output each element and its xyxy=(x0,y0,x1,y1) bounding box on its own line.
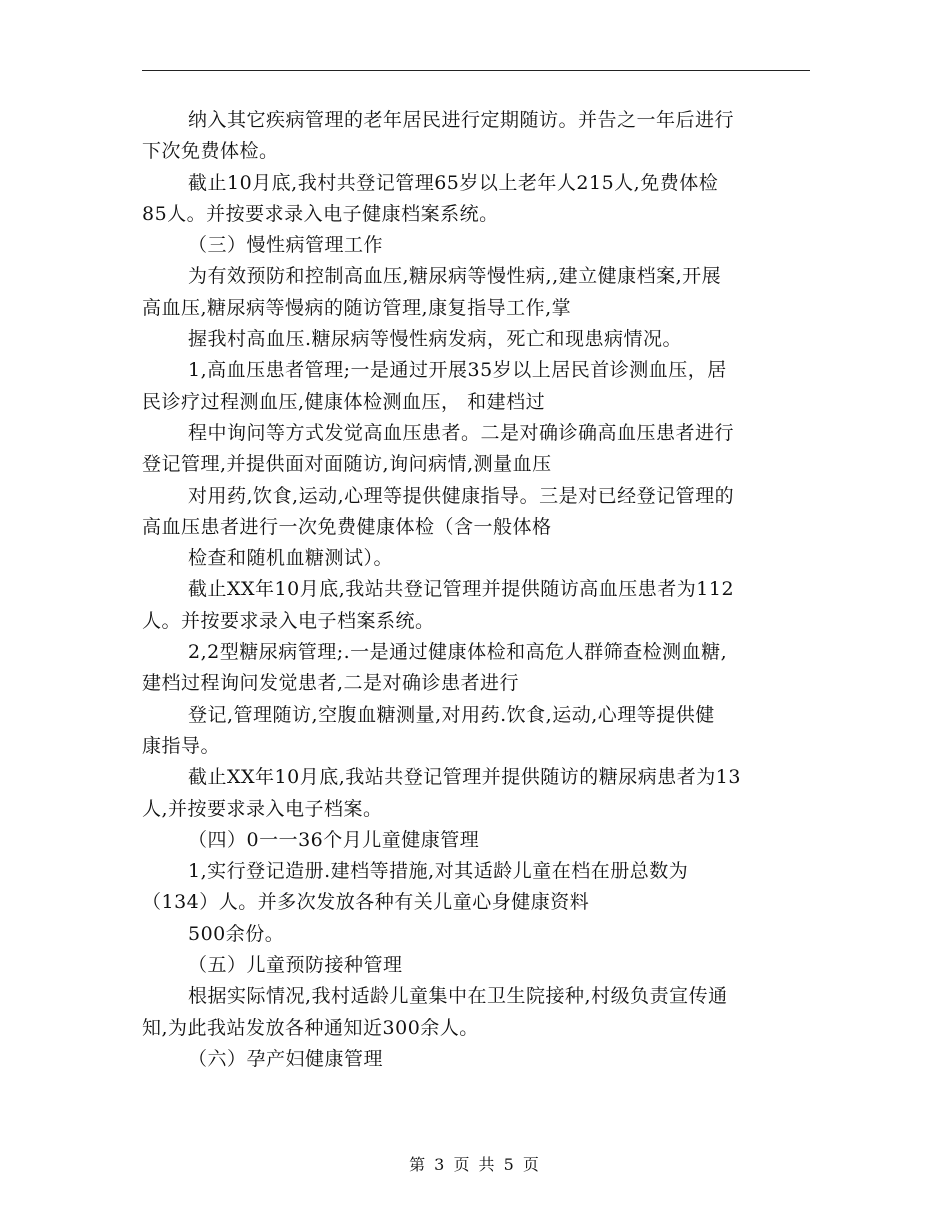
page-body xyxy=(142,105,810,1075)
text-line: 握我村高血压.糖尿病等慢性病发病，死亡和现患病情况。 xyxy=(188,328,683,351)
text-line: 纳入其它疾病管理的老年居民进行定期随访。并告之一年后进行 xyxy=(188,109,735,131)
text-line: 500余份。 xyxy=(188,922,285,945)
text-line: 下次免费体检。 xyxy=(142,140,279,163)
text-line: 对用药,饮食,运动,心理等提供健康指导。三是对已经登记管理的 xyxy=(188,484,735,507)
text-line: 2,2型糖尿病管理;.一是通过健康体检和高危人群筛查检测血糖, xyxy=(188,641,728,664)
text-line: 根据实际情况,我村适龄儿童集中在卫生院接种,村级负责宣传通 xyxy=(188,985,728,1008)
text-line: 1,高血压患者管理;一是通过开展35岁以上居民首诊测血压，居 xyxy=(188,359,727,382)
text-line: 高血压,糖尿病等慢病的随访管理,康复指导工作,掌 xyxy=(142,296,572,319)
text-line: 民诊疗过程测血压,健康体检测血压， 和建档过 xyxy=(142,390,546,413)
page-footer: 第 3 页 共 5 页 xyxy=(409,1155,541,1174)
text-line: 截止10月底,我村共登记管理65岁以上老年人215人,免费体检 xyxy=(188,171,719,194)
text-line: （六）孕产妇健康管理 xyxy=(188,1047,384,1070)
text-line: 人,并按要求录入电子档案。 xyxy=(142,797,383,820)
text-line: 85人。并按要求录入电子健康档案系统。 xyxy=(142,202,499,225)
text-line: 知,为此我站发放各种通知近300余人。 xyxy=(142,1016,479,1039)
text-line: （134）人。并多次发放各种有关儿童心身健康资料 xyxy=(142,891,590,914)
text-line: （五）儿童预防接种管理 xyxy=(188,954,403,977)
header-rule xyxy=(142,70,810,71)
text-line: 截止XX年10月底,我站共登记管理并提供随访高血压患者为112 xyxy=(188,578,735,601)
text-line: 登记,管理随访,空腹血糖测量,对用药.饮食,运动,心理等提供健 xyxy=(188,703,715,726)
text-line: 程中询问等方式发觉高血压患者。二是对确诊确高血压患者进行 xyxy=(188,421,735,444)
text-line: 1,实行登记造册.建档等措施,对其适龄儿童在档在册总数为 xyxy=(188,860,689,883)
text-line: 康指导。 xyxy=(142,734,221,757)
text-line: （四）0一一36个月儿童健康管理 xyxy=(188,828,480,851)
text-line: （三）慢性病管理工作 xyxy=(188,234,384,257)
text-line: 为有效预防和控制高血压,糖尿病等慢性病,,建立健康档案,开展 xyxy=(188,265,722,288)
text-line: 高血压患者进行一次免费健康体检（含一般体格 xyxy=(142,515,552,538)
text-line: 登记管理,并提供面对面随访,询问病情,测量血压 xyxy=(142,453,552,476)
text-line: 截止XX年10月底,我站共登记管理并提供随访的糖尿病患者为13 xyxy=(188,766,741,789)
text-line: 建档过程询问发觉患者,二是对确诊患者进行 xyxy=(142,672,520,695)
text-line: 人。并按要求录入电子档案系统。 xyxy=(142,609,435,632)
text-line: 检查和随机血糖测试）。 xyxy=(188,547,394,570)
